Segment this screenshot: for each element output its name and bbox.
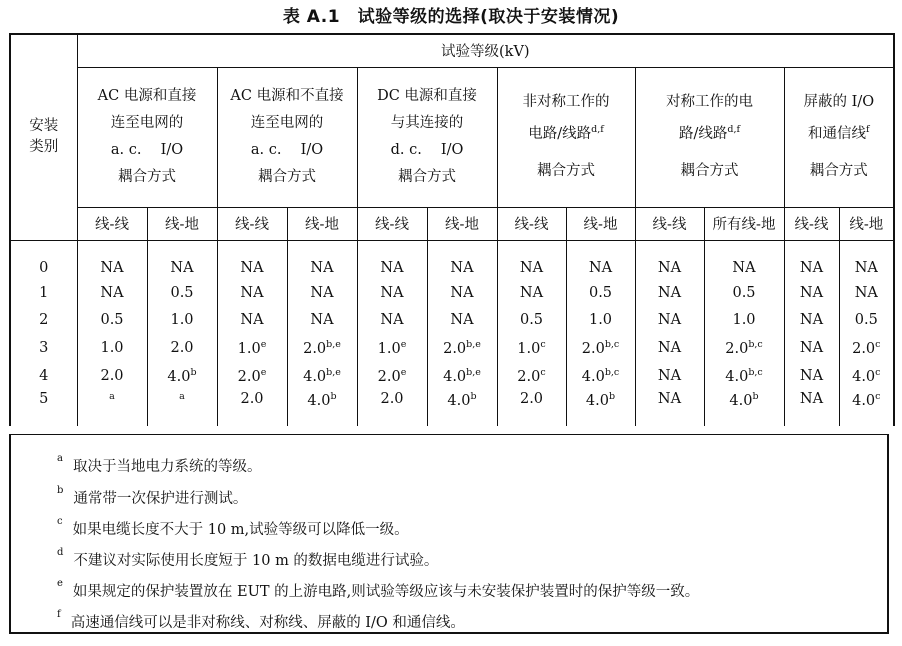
footnote-ref: b,c (604, 339, 620, 351)
test-level-value: 2.0 (237, 368, 261, 385)
coupling-group-line (358, 114, 497, 133)
footnote-ref: b,e (466, 339, 481, 351)
test-level-cell (784, 240, 839, 279)
test-level-cell (77, 307, 147, 335)
test-level-cell (287, 389, 357, 426)
footnote-ref: b,e (326, 366, 341, 378)
test-level-value: NA (657, 260, 682, 276)
test-level-value: NA (450, 284, 474, 301)
test-level-value: 2.0 (852, 340, 876, 357)
test-level-value: 4.0 (729, 393, 753, 410)
coupling-group-line-text: 对称工作的电 (666, 94, 753, 111)
footnote-ref: d,f (591, 124, 604, 136)
test-level-value: 2.0 (100, 367, 124, 384)
test-level-cell (635, 334, 704, 362)
coupling-mode-header: 所有线-地 (704, 207, 784, 240)
test-level-value: 0.5 (588, 284, 613, 301)
coupling-group-line-text: a. c. I/O (250, 142, 324, 158)
install-category-value: 0 (10, 240, 77, 279)
test-level-cell (147, 362, 217, 390)
footnote-text: 不建议对实际使用长度短于 10 m 的数据电缆进行试验。 (73, 553, 439, 569)
header-row-2 (10, 67, 894, 207)
coupling-group-line (218, 87, 357, 106)
coupling-mode-header: 线-线 (357, 207, 427, 240)
coupling-mode-header: 线-线 (497, 207, 566, 240)
test-level-value: NA (100, 260, 124, 276)
footnote-item (57, 549, 438, 570)
test-level-cell (357, 362, 427, 390)
coupling-group-line-text: 连至电网的 (110, 115, 184, 131)
footnote-ref: d,f (727, 124, 740, 136)
test-level-cell (784, 307, 839, 335)
test-level-value: NA (732, 260, 756, 276)
coupling-group-text (785, 93, 894, 181)
test-level-value: NA (100, 284, 124, 301)
test-level-value: 1.0 (588, 312, 613, 329)
test-level-cell (427, 279, 497, 307)
coupling-mode-header: 线-地 (566, 207, 635, 240)
footnote-ref: c (875, 391, 881, 403)
test-level-cell (839, 240, 894, 279)
footnote-ref: a (109, 391, 115, 403)
install-category-value: 5 (10, 389, 77, 426)
coupling-group-line-text: 耦合方式 (537, 162, 595, 179)
test-level-cell (77, 362, 147, 390)
coupling-group-line (218, 114, 357, 133)
install-category-value: 3 (10, 334, 77, 362)
test-level-cell (287, 307, 357, 335)
table-row (10, 307, 894, 335)
footnote-ref: e (400, 366, 407, 378)
footnote-ref: c (875, 366, 881, 378)
footnote-text: 如果电缆长度不大于 10 m,试验等级可以降低一级。 (72, 522, 409, 538)
footnote-text: 高速通信线可以是非对称线、对称线、屏蔽的 I/O 和通信线。 (70, 615, 465, 631)
footnote-ref: b,c (604, 366, 620, 378)
test-level-value: NA (380, 284, 404, 301)
footnote-ref: b (330, 391, 337, 403)
coupling-group-line (358, 141, 497, 160)
coupling-group-header (784, 67, 894, 207)
test-level-cell (217, 307, 287, 335)
coupling-group-line-text: 耦合方式 (398, 169, 456, 185)
footnote-mark: e (57, 578, 63, 590)
test-level-cell (217, 334, 287, 362)
install-category-value: 4 (10, 362, 77, 390)
test-level-cell (635, 240, 704, 279)
test-level-value: 4.0 (167, 368, 191, 385)
coupling-group-line-text: 连至电网的 (250, 115, 324, 131)
test-level-value: 2.0 (519, 391, 544, 408)
footnote-mark: b (57, 485, 64, 497)
coupling-mode-header: 线-地 (287, 207, 357, 240)
coupling-group-text (498, 93, 635, 181)
test-level-value: 4.0 (852, 393, 876, 410)
test-level-value: 0.5 (732, 284, 756, 301)
footnote-text: 如果规定的保护装置放在 EUT 的上游电路,则试验等级应该与未安装保护装置时的保护等级一致。 (72, 584, 700, 600)
test-level-value: NA (240, 260, 264, 276)
coupling-group-text (636, 93, 784, 181)
test-level-value: 1.0 (732, 312, 756, 329)
footnote-item (57, 455, 261, 476)
footnote-item (57, 580, 699, 601)
coupling-group-header (77, 67, 217, 207)
test-level-cell (147, 240, 217, 279)
test-level-cell (839, 362, 894, 390)
test-level-cell (427, 334, 497, 362)
test-level-cell (566, 334, 635, 362)
test-level-cell (839, 279, 894, 307)
test-level-value: NA (657, 367, 682, 384)
test-level-value: 0.5 (854, 312, 878, 329)
test-level-cell (357, 307, 427, 335)
coupling-group-line (78, 141, 217, 160)
test-level-value: NA (380, 260, 404, 276)
test-level-value: 2.0 (517, 368, 541, 385)
coupling-group-line-text: 耦合方式 (118, 169, 176, 185)
test-level-value: 1.0 (237, 340, 261, 357)
table-title: 表 A.1 试验等级的选择(取决于安装情况) (282, 7, 620, 27)
test-level-value: NA (310, 312, 334, 329)
coupling-group-header (357, 67, 497, 207)
header-row-1 (10, 34, 894, 67)
coupling-group-line (636, 162, 784, 181)
footnote-ref: b,e (326, 339, 341, 351)
test-level-value: 4.0 (581, 368, 605, 385)
footnote-ref: e (400, 339, 407, 351)
test-level-cell (287, 240, 357, 279)
test-level-cell (287, 334, 357, 362)
footnote-text: 通常带一次保护进行测试。 (73, 491, 248, 507)
coupling-group-text (78, 87, 217, 187)
test-level-cell (704, 389, 784, 426)
test-level-cell (147, 389, 217, 426)
test-level-value: NA (657, 339, 682, 356)
coupling-group-line-text: DC 电源和直接 (377, 88, 477, 104)
test-level-value: 4.0 (725, 368, 749, 385)
test-level-value: 0.5 (100, 312, 124, 329)
table-row (10, 362, 894, 390)
test-level-cell (704, 240, 784, 279)
test-level-cell (147, 307, 217, 335)
test-level-value: NA (657, 284, 682, 301)
test-level-value: 2.0 (240, 391, 264, 408)
coupling-group-line-text: 屏蔽的 I/O (803, 94, 875, 111)
test-level-cell (784, 362, 839, 390)
coupling-mode-header: 线-线 (784, 207, 839, 240)
footnote-ref: c (875, 339, 881, 351)
coupling-group-line-text: a. c. I/O (110, 142, 184, 158)
test-level-cell (217, 240, 287, 279)
coupling-group-line-text: 路/线路 (678, 125, 728, 142)
footnote-ref: e (260, 339, 267, 351)
coupling-group-header (497, 67, 635, 207)
coupling-group-line (785, 120, 894, 144)
test-level-value: 1.0 (517, 340, 541, 357)
footnote-ref: c (540, 339, 546, 351)
coupling-mode-header: 线-线 (77, 207, 147, 240)
test-level-cell (77, 240, 147, 279)
test-level-value: 2.0 (303, 340, 327, 357)
test-level-value: NA (240, 312, 264, 329)
coupling-group-line (498, 120, 635, 144)
footnote-ref: c (540, 366, 546, 378)
test-level-value: NA (450, 312, 474, 329)
test-level-value: NA (854, 284, 878, 301)
coupling-mode-header: 线-地 (427, 207, 497, 240)
table-row (10, 389, 894, 426)
install-category-label: 安装 (29, 118, 59, 135)
test-level-cell (784, 279, 839, 307)
test-level-cell (635, 307, 704, 335)
footnote-ref: a (179, 391, 185, 403)
test-level-table (9, 33, 895, 426)
footnote-mark: f (57, 609, 61, 621)
coupling-group-line-text: 非对称工作的 (522, 94, 610, 111)
footnote-ref: e (260, 366, 267, 378)
coupling-group-line (498, 93, 635, 112)
test-level-value: NA (519, 284, 544, 301)
test-level-cell (704, 307, 784, 335)
coupling-group-line (218, 141, 357, 160)
footnote-item (57, 487, 247, 508)
coupling-mode-header: 线-地 (147, 207, 217, 240)
test-level-cell (147, 279, 217, 307)
footnote-item (57, 611, 465, 632)
coupling-group-line-text: 和通信线 (808, 125, 867, 142)
table-row (10, 334, 894, 362)
test-level-value: NA (799, 260, 824, 276)
test-level-cell (357, 334, 427, 362)
coupling-group-line (358, 168, 497, 187)
test-level-value: NA (799, 284, 824, 301)
install-category-label: 类别 (29, 139, 59, 156)
footnote-mark: d (57, 547, 64, 559)
test-level-value: NA (799, 312, 824, 329)
test-level-cell (427, 240, 497, 279)
test-level-value: NA (310, 284, 334, 301)
footnote-ref: b,e (466, 366, 481, 378)
header-row-3 (10, 207, 894, 240)
test-level-cell (839, 389, 894, 426)
coupling-mode-header: 线-线 (635, 207, 704, 240)
coupling-group-line-text: d. c. I/O (390, 142, 464, 158)
test-level-value: NA (799, 391, 824, 408)
footnote-ref: b (470, 391, 477, 403)
coupling-group-line (636, 93, 784, 112)
coupling-group-header (635, 67, 784, 207)
footnote-ref: b (752, 391, 759, 403)
test-level-cell (635, 279, 704, 307)
coupling-group-line (785, 93, 894, 112)
coupling-group-line (78, 168, 217, 187)
test-level-cell (427, 307, 497, 335)
test-level-value: 2.0 (377, 368, 401, 385)
test-level-cell (704, 334, 784, 362)
test-level-value: NA (657, 391, 682, 408)
test-level-value: NA (519, 260, 544, 276)
test-level-cell (77, 279, 147, 307)
footnote-text: 取决于当地电力系统的等级。 (72, 459, 262, 475)
test-level-value: 1.0 (170, 312, 194, 329)
test-level-cell (704, 362, 784, 390)
test-level-cell (77, 334, 147, 362)
table-row (10, 240, 894, 279)
test-level-cell (704, 279, 784, 307)
test-level-cell (784, 389, 839, 426)
coupling-group-line-text: 耦合方式 (809, 162, 868, 179)
footnote-ref: f (866, 124, 870, 136)
test-level-cell (566, 307, 635, 335)
test-level-value: NA (170, 260, 194, 276)
coupling-group-line-text: AC 电源和不直接 (230, 88, 344, 104)
test-level-value: 2.0 (443, 340, 467, 357)
footnote-ref: b,c (748, 366, 763, 378)
test-level-value: NA (854, 260, 878, 276)
coupling-group-line (358, 87, 497, 106)
test-level-cell (635, 389, 704, 426)
test-level-cell (427, 362, 497, 390)
coupling-group-header (217, 67, 357, 207)
coupling-group-line (498, 162, 635, 181)
test-level-cell (147, 334, 217, 362)
test-level-cell (497, 334, 566, 362)
test-level-cell (497, 362, 566, 390)
test-level-value: NA (450, 260, 474, 276)
coupling-group-line-text: 耦合方式 (258, 169, 316, 185)
test-level-value: 0.5 (519, 312, 544, 329)
test-level-cell (566, 389, 635, 426)
coupling-group-text (218, 87, 357, 187)
table-row (10, 279, 894, 307)
test-level-value: 2.0 (380, 391, 404, 408)
coupling-mode-header: 线-线 (217, 207, 287, 240)
test-level-value: NA (799, 367, 824, 384)
coupling-group-line-text: 电路/线路 (528, 125, 592, 142)
coupling-group-line-text: 耦合方式 (680, 162, 739, 179)
test-level-header: 试验等级(kV) (77, 34, 894, 67)
test-level-value: 2.0 (725, 340, 749, 357)
test-level-cell (217, 362, 287, 390)
footnote-mark: c (57, 516, 63, 528)
test-level-value: 4.0 (303, 368, 327, 385)
test-level-value: 0.5 (170, 284, 194, 301)
test-level-value: 4.0 (447, 393, 471, 410)
footnote-item (57, 518, 409, 539)
coupling-group-line (218, 168, 357, 187)
test-level-value: 4.0 (585, 393, 609, 410)
test-level-value: 1.0 (100, 339, 124, 356)
test-level-cell (357, 240, 427, 279)
test-level-cell (497, 389, 566, 426)
test-level-cell (566, 240, 635, 279)
test-level-cell (635, 362, 704, 390)
footnotes (9, 434, 889, 634)
test-level-value: NA (240, 284, 264, 301)
test-level-value: NA (380, 312, 404, 329)
test-level-cell (497, 240, 566, 279)
coupling-group-line (78, 87, 217, 106)
test-level-value: NA (588, 260, 613, 276)
test-level-value: 4.0 (443, 368, 467, 385)
footnote-ref: b (608, 391, 616, 403)
test-level-value: 2.0 (581, 340, 605, 357)
test-level-cell (566, 362, 635, 390)
test-level-value: NA (799, 339, 824, 356)
test-level-value: NA (657, 312, 682, 329)
test-level-cell (784, 334, 839, 362)
test-level-cell (287, 279, 357, 307)
test-level-cell (497, 307, 566, 335)
test-level-cell (566, 279, 635, 307)
test-level-value: 1.0 (377, 340, 401, 357)
install-category-value: 1 (10, 279, 77, 307)
footnote-mark: a (57, 453, 63, 465)
coupling-group-line (785, 162, 894, 181)
test-level-cell (839, 334, 894, 362)
test-level-value: NA (310, 260, 334, 276)
coupling-group-line-text: 与其连接的 (390, 115, 464, 131)
test-level-cell (839, 307, 894, 335)
test-level-cell (427, 389, 497, 426)
test-level-cell (287, 362, 357, 390)
footnote-ref: b (190, 366, 197, 378)
test-level-value: 4.0 (852, 368, 876, 385)
test-level-cell (77, 389, 147, 426)
coupling-group-line (636, 120, 784, 144)
coupling-group-line (78, 114, 217, 133)
test-level-value: 2.0 (170, 339, 194, 356)
test-level-cell (497, 279, 566, 307)
coupling-mode-header: 线-地 (839, 207, 894, 240)
test-level-cell (217, 279, 287, 307)
install-category-header (10, 34, 77, 240)
test-level-cell (357, 389, 427, 426)
test-level-cell (357, 279, 427, 307)
test-level-value: 4.0 (307, 393, 331, 410)
test-level-cell (217, 389, 287, 426)
coupling-group-text (358, 87, 497, 187)
footnote-ref: b,c (748, 339, 763, 351)
install-category-value: 2 (10, 307, 77, 335)
coupling-group-line-text: AC 电源和直接 (97, 88, 197, 104)
